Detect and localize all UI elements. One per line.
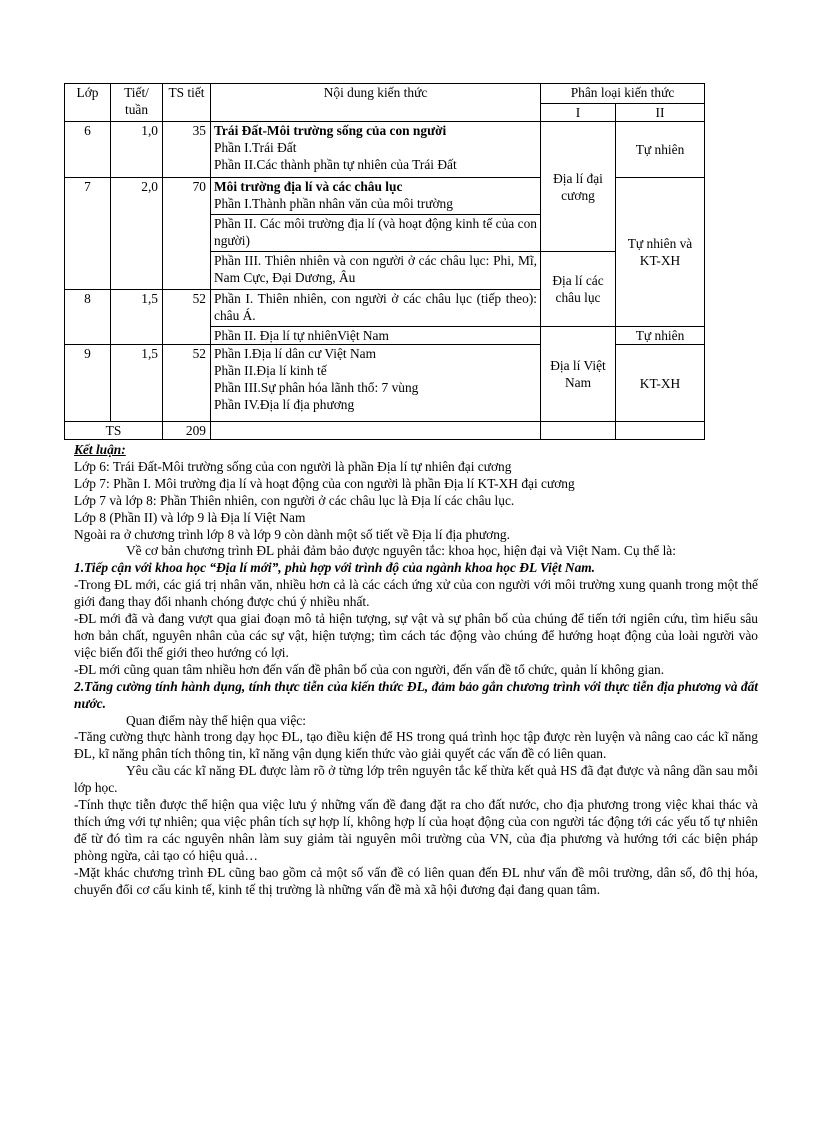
total-empty-class-2 bbox=[616, 422, 705, 440]
section1-para-3: -ĐL mới cũng quan tâm nhiều hơn đến vấn đề phân bố của con người, đến vấn đề tổ chức, quản lí không gian. bbox=[74, 661, 665, 677]
header-tiet-tuan: Tiết/ tuần bbox=[111, 84, 163, 122]
header-loai-2: II bbox=[616, 104, 705, 122]
section2-para-3: -Tính thực tiễn được thể hiện qua việc lưu ý những vấn đề đang đặt ra cho đất nước, cho địa phương trong việc khai thác và thích ứng với tự nhiên; qua việc phân tích sự hợp lí, không hợp lí của hoạt động của con người tác động tới các yếu tố tự nhiên để từ đó tìm ra các nguyên nhân làm suy giảm tài nguyên môi trường của VN, của địa phương và hướng tới các biện pháp phòng ngừa, cải tạo có hiệu quả… bbox=[74, 797, 758, 863]
g9-part4: Phần IV.Địa lí địa phương bbox=[214, 397, 355, 412]
g9-part1: Phần I.Địa lí dân cư Việt Nam bbox=[214, 346, 377, 361]
class-tu-nhien-2: Tự nhiên bbox=[616, 327, 705, 345]
total-empty-class-1 bbox=[541, 422, 616, 440]
g7-content-a bbox=[211, 178, 541, 215]
section-heading-1: 1.Tiếp cận với khoa học “Địa lí mới”, phù hợp với trình độ của ngành khoa học ĐL Việt Nam. bbox=[74, 560, 596, 576]
g9-content bbox=[211, 345, 541, 422]
g9-part2: Phần II.Địa lí kinh tế bbox=[214, 363, 327, 378]
g8-ts: 52 bbox=[163, 290, 211, 345]
g9-lop: 9 bbox=[65, 345, 111, 422]
section2-para-2: Yêu cầu các kĩ năng ĐL được làm rõ ở từng lớp trên nguyên tắc kế thừa kết quả HS đã đạt được và nâng dần sau mỗi lớp học. bbox=[74, 763, 758, 796]
g7-part2: Phần II. Các môi trường địa lí (và hoạt động kinh tế của con người) bbox=[211, 215, 541, 252]
class-dl-dai-cuong: Địa lí đại cương bbox=[541, 122, 616, 252]
g7-part1: Phần I.Thành phần nhân văn của môi trường bbox=[214, 196, 453, 211]
g6-ts: 35 bbox=[163, 122, 211, 178]
header-loai-1: I bbox=[541, 104, 616, 122]
total-ts: 209 bbox=[163, 422, 211, 440]
class-ktxh: KT-XH bbox=[616, 345, 705, 422]
section2-para-4: -Mặt khác chương trình ĐL cũng bao gồm cả một số vấn đề có liên quan đến ĐL như vấn đề môi trường, dân số, đô thị hóa, chuyển đổi cơ cấu kinh tế, kinh tế thị trường là những vấn đề mà xã hội đương đại đang quan tâm. bbox=[74, 864, 758, 897]
principles-intro: Về cơ bản chương trình ĐL phải đảm bảo được nguyên tắc: khoa học, hiện đại và Việt Nam. Cụ thể là: bbox=[126, 543, 676, 559]
g7-title: Môi trường địa lí và các châu lục bbox=[214, 179, 403, 194]
class-tu-nhien-1: Tự nhiên bbox=[616, 122, 705, 178]
g7-part3: Phần III. Thiên nhiên và con người ở các châu lục: Phi, Mĩ, Nam Cực, Đại Dương, Âu bbox=[211, 252, 541, 290]
g8-tiet: 1,5 bbox=[111, 290, 163, 345]
header-noi-dung: Nội dung kiến thức bbox=[211, 84, 541, 122]
g9-tiet: 1,5 bbox=[111, 345, 163, 422]
g8-part1: Phần I. Thiên nhiên, con người ở các châu lục (tiếp theo): châu Á. bbox=[211, 290, 541, 327]
body-text bbox=[74, 442, 758, 898]
conclusion-line-4: Lớp 8 (Phần II) và lớp 9 là Địa lí Việt Nam bbox=[74, 509, 306, 525]
total-empty-content bbox=[211, 422, 541, 440]
conclusion-line-2: Lớp 7: Phần I. Môi trường địa lí và hoạt động của con người là phần Địa lí KT-XH đại cương bbox=[74, 475, 575, 491]
g8-part2: Phần II. Địa lí tự nhiênViệt Nam bbox=[211, 327, 541, 345]
conclusion-line-1: Lớp 6: Trái Đất-Môi trường sống của con người là phần Địa lí tự nhiên đại cương bbox=[74, 458, 512, 474]
g6-lop: 6 bbox=[65, 122, 111, 178]
header-phan-loai: Phân loại kiến thức bbox=[541, 84, 705, 104]
g8-lop: 8 bbox=[65, 290, 111, 345]
g6-content bbox=[211, 122, 541, 178]
section2-para-1: -Tăng cường thực hành trong dạy học ĐL, tạo điều kiện để HS trong quá trình học tập được rèn luyện và nâng cao các kĩ năng ĐL, kĩ năng phân tích thông tin, kĩ năng vận dụng kiến thức vào giải quyết các vấn đề có liên quan. bbox=[74, 729, 758, 762]
section-heading-2: 2.Tăng cường tính hành dụng, tính thực tiễn của kiến thức ĐL, đảm bảo gắn chương trình với thực tiễn địa phương và đất nước. bbox=[74, 678, 758, 711]
curriculum-table bbox=[64, 83, 705, 440]
header-lop: Lớp bbox=[65, 84, 111, 122]
class-dl-viet-nam: Địa lí Việt Nam bbox=[541, 327, 616, 422]
conclusion-heading: Kết luận: bbox=[74, 442, 126, 457]
conclusion-line-5: Ngoài ra ở chương trình lớp 8 và lớp 9 còn dành một số tiết về Địa lí địa phương. bbox=[74, 526, 510, 542]
g9-ts: 52 bbox=[163, 345, 211, 422]
class-dl-chau-luc: Địa lí các châu lục bbox=[541, 252, 616, 327]
g7-tiet: 2,0 bbox=[111, 178, 163, 290]
g9-part3: Phần III.Sự phân hóa lãnh thổ: 7 vùng bbox=[214, 380, 419, 395]
class-tu-nhien-ktxh: Tự nhiên và KT-XH bbox=[616, 178, 705, 327]
g6-tiet: 1,0 bbox=[111, 122, 163, 178]
conclusion-line-3: Lớp 7 và lớp 8: Phần Thiên nhiên, con người ở các châu lục là Địa lí các châu lục. bbox=[74, 492, 515, 508]
section1-para-1: -Trong ĐL mới, các giá trị nhân văn, nhiều hơn cả là các cách ứng xử của con người với môi trường xung quanh trong một thế giới đang thay đổi nhanh chóng được chú ý nhiều nhất. bbox=[74, 577, 758, 610]
total-label: TS bbox=[65, 422, 163, 440]
g7-lop: 7 bbox=[65, 178, 111, 290]
g6-part2: Phần II.Các thành phần tự nhiên của Trái Đất bbox=[214, 157, 457, 172]
g7-ts: 70 bbox=[163, 178, 211, 290]
section1-para-2: -ĐL mới đã và đang vượt qua giai đoạn mô tả hiện tượng, sự vật và sự phân bố của chúng để tiến tới ngiên cứu, tìm hiểu sâu hơn bản chất, nguyên nhân của các sự vật, hiện tượng; tìm cách tác động vào chúng để hướng hoạt động của loài người vào việc biến đổi thế giới theo hướng có lợi. bbox=[74, 611, 758, 660]
header-ts-tiet: TS tiết bbox=[163, 84, 211, 122]
section2-intro: Quan điểm này thể hiện qua việc: bbox=[126, 712, 306, 728]
g6-title: Trái Đất-Môi trường sống của con người bbox=[214, 123, 447, 138]
g6-part1: Phần I.Trái Đất bbox=[214, 140, 297, 155]
